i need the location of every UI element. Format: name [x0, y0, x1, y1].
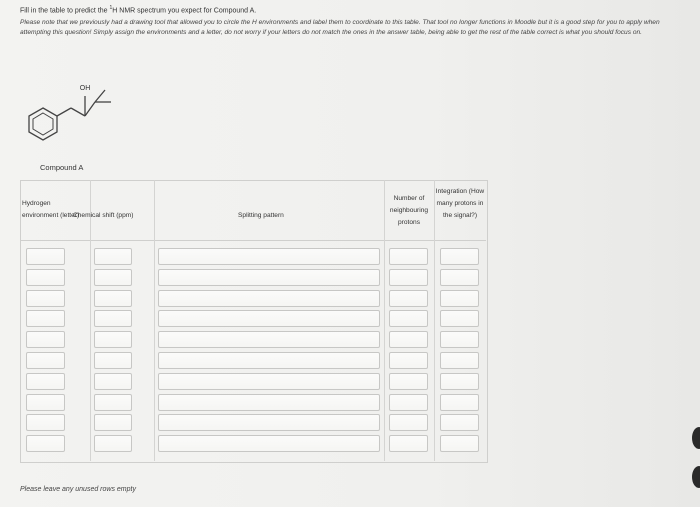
- splitting-pattern-input[interactable]: [158, 290, 380, 307]
- instruction-note: Please note that we previously had a drawing tool that allowed you to circle the H environments and label them to coordinate to this table. That tool no longer functions in Moodle but it is a good step for you to apply when attempting this question! Simply assign the environments and a letter, do not worry if your letters do not match the ones in the answer table, being able to get the rest of the table correct is what you should focus on.: [20, 19, 660, 36]
- header-integration: Integration (How many protons in the signal?): [435, 188, 485, 219]
- neighbouring-protons-input[interactable]: [389, 290, 428, 307]
- chemical-shift-input[interactable]: [94, 331, 132, 348]
- integration-input[interactable]: [440, 414, 479, 431]
- chemical-shift-input[interactable]: [94, 290, 132, 307]
- hydrogen-environment-input[interactable]: [26, 310, 65, 327]
- neighbouring-protons-input[interactable]: [389, 373, 428, 390]
- neighbouring-protons-input[interactable]: [389, 352, 428, 369]
- integration-input[interactable]: [440, 435, 479, 452]
- integration-input[interactable]: [440, 373, 479, 390]
- chemical-shift-input[interactable]: [94, 310, 132, 327]
- compound-a-structure: [25, 78, 135, 150]
- chemical-shift-input[interactable]: [94, 248, 132, 265]
- neighbouring-protons-input[interactable]: [389, 394, 428, 411]
- integration-input[interactable]: [440, 394, 479, 411]
- hydrogen-environment-input[interactable]: [26, 269, 65, 286]
- integration-input[interactable]: [440, 331, 479, 348]
- neighbouring-protons-input[interactable]: [389, 269, 428, 286]
- header-splitting-pattern: Splitting pattern: [238, 212, 284, 219]
- integration-input[interactable]: [440, 248, 479, 265]
- chemical-shift-input[interactable]: [94, 373, 132, 390]
- splitting-pattern-input[interactable]: [158, 248, 380, 265]
- splitting-pattern-input[interactable]: [158, 414, 380, 431]
- neighbouring-protons-input[interactable]: [389, 310, 428, 327]
- scroll-indicator: [692, 427, 700, 449]
- header-hydrogen-environment: Hydrogen environment (letter): [22, 200, 80, 219]
- header-neighbouring-protons: Number of neighbouring protons: [389, 195, 429, 226]
- header-chemical-shift: Chemical shift (ppm): [73, 212, 134, 219]
- splitting-pattern-input[interactable]: [158, 435, 380, 452]
- hydrogen-environment-input[interactable]: [26, 352, 65, 369]
- chemical-shift-input[interactable]: [94, 394, 132, 411]
- neighbouring-protons-input[interactable]: [389, 414, 428, 431]
- hydrogen-environment-input[interactable]: [26, 414, 65, 431]
- splitting-pattern-input[interactable]: [158, 331, 380, 348]
- hydrogen-environment-input[interactable]: [26, 394, 65, 411]
- hydrogen-environment-input[interactable]: [26, 373, 65, 390]
- hydrogen-environment-input[interactable]: [26, 331, 65, 348]
- question-intro: Fill in the table to predict the $^1$H NMR spectrum you expect for Compound A.: [20, 5, 257, 15]
- chemical-shift-input[interactable]: [94, 435, 132, 452]
- hydrogen-environment-input[interactable]: [26, 248, 65, 265]
- hydrogen-environment-input[interactable]: [26, 435, 65, 452]
- chemical-shift-input[interactable]: [94, 414, 132, 431]
- chemical-shift-input[interactable]: [94, 352, 132, 369]
- splitting-pattern-input[interactable]: [158, 373, 380, 390]
- integration-input[interactable]: [440, 269, 479, 286]
- splitting-pattern-input[interactable]: [158, 394, 380, 411]
- chemical-shift-input[interactable]: [94, 269, 132, 286]
- splitting-pattern-input[interactable]: [158, 352, 380, 369]
- neighbouring-protons-input[interactable]: [389, 248, 428, 265]
- integration-input[interactable]: [440, 352, 479, 369]
- hydrogen-environment-input[interactable]: [26, 290, 65, 307]
- splitting-pattern-input[interactable]: [158, 269, 380, 286]
- integration-input[interactable]: [440, 310, 479, 327]
- scroll-indicator: [692, 466, 700, 488]
- integration-input[interactable]: [440, 290, 479, 307]
- splitting-pattern-input[interactable]: [158, 310, 380, 327]
- unused-rows-note: Please leave any unused rows empty: [20, 486, 136, 493]
- neighbouring-protons-input[interactable]: [389, 331, 428, 348]
- compound-caption: Compound A: [40, 163, 84, 172]
- neighbouring-protons-input[interactable]: [389, 435, 428, 452]
- hydroxyl-label: OH: [79, 85, 91, 92]
